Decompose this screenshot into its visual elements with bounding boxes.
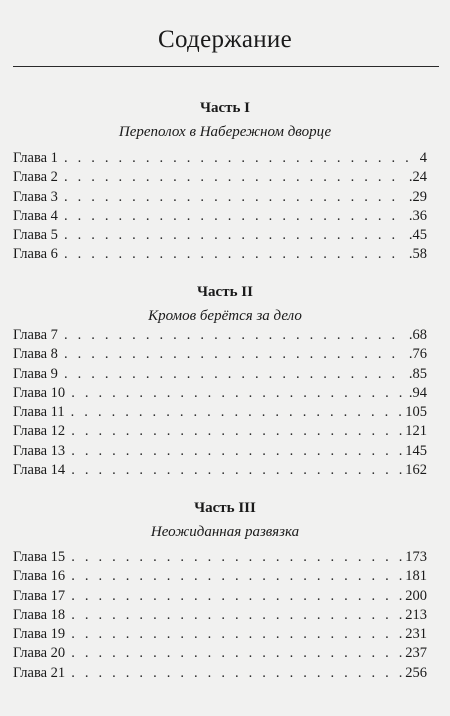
chapter-label: Глава 18 [13, 606, 66, 623]
page-number: .36 [408, 207, 427, 224]
part-subtitle: Кромов берётся за дело [148, 308, 302, 324]
page-number: .29 [408, 188, 427, 205]
page-number: .24 [408, 169, 427, 186]
dot-leader [64, 326, 406, 345]
dot-leader [71, 442, 402, 461]
toc-entry[interactable] [13, 422, 427, 441]
page-number: .85 [408, 365, 427, 382]
chapter-label: Глава 5 [13, 227, 58, 244]
chapter-label: Глава 20 [13, 645, 66, 662]
chapter-label: Глава 12 [13, 423, 66, 440]
dot-leader [64, 245, 406, 264]
part-2-header [0, 282, 450, 326]
page-title: Содержание [158, 26, 292, 53]
part-heading: Часть I [199, 100, 251, 116]
dot-leader [64, 149, 417, 168]
page-number: 105 [405, 404, 427, 421]
page-number: .68 [408, 327, 427, 343]
toc-entry[interactable] [13, 207, 427, 226]
page-number: 121 [405, 423, 427, 440]
chapter-label: Глава 6 [13, 246, 58, 263]
dot-leader [71, 664, 402, 683]
chapter-label: Глава 1 [13, 150, 58, 166]
toc-entry[interactable] [13, 625, 427, 644]
dot-leader [64, 345, 406, 364]
page-number: 173 [405, 549, 427, 565]
toc-entry[interactable] [13, 365, 427, 384]
part-heading: Часть II [197, 284, 253, 300]
page-number: 181 [405, 568, 427, 585]
page-number: 145 [405, 442, 427, 459]
dot-leader [71, 403, 403, 422]
page-number: .76 [408, 346, 427, 363]
dot-leader [64, 207, 406, 226]
toc-entry[interactable] [13, 168, 427, 187]
toc-entry[interactable] [13, 245, 427, 264]
toc-entry[interactable] [13, 188, 427, 207]
toc-entry[interactable] [13, 345, 427, 364]
dot-leader [71, 567, 402, 586]
part-3-chapter-list [13, 548, 427, 683]
chapter-label: Глава 4 [13, 207, 58, 224]
toc-entry[interactable] [13, 587, 427, 606]
title-divider [13, 66, 439, 67]
dot-leader [64, 168, 406, 187]
dot-leader [71, 587, 402, 606]
toc-entry[interactable] [13, 226, 427, 245]
part-subtitle: Неожиданная развязка [150, 524, 300, 540]
dot-leader [71, 548, 402, 567]
part-1-header [0, 98, 450, 142]
toc-entry[interactable] [13, 149, 427, 168]
dot-leader [71, 384, 406, 403]
chapter-label: Глава 10 [13, 384, 66, 401]
toc-entry[interactable] [13, 461, 427, 480]
chapter-label: Глава 9 [13, 365, 58, 382]
toc-entry[interactable] [13, 326, 427, 345]
page-number: 231 [405, 626, 427, 643]
toc-entry[interactable] [13, 548, 427, 567]
chapter-label: Глава 14 [13, 462, 66, 479]
dot-leader [71, 422, 402, 441]
toc-entry[interactable] [13, 567, 427, 586]
page-number: 4 [419, 150, 427, 166]
chapter-label: Глава 11 [13, 404, 65, 421]
chapter-label: Глава 7 [13, 327, 58, 343]
page-number: .94 [408, 384, 427, 401]
chapter-label: Глава 13 [13, 442, 66, 459]
chapter-label: Глава 16 [13, 568, 66, 585]
page-number: 256 [405, 664, 427, 681]
page-number: 213 [405, 606, 427, 623]
chapter-label: Глава 17 [13, 587, 66, 604]
dot-leader [71, 461, 402, 480]
dot-leader [64, 188, 406, 207]
dot-leader [71, 606, 402, 625]
part-1-chapter-list [13, 149, 427, 265]
toc-entry[interactable] [13, 384, 427, 403]
toc-entry[interactable] [13, 664, 427, 683]
chapter-label: Глава 2 [13, 169, 58, 186]
dot-leader [71, 644, 402, 663]
part-subtitle: Переполох в Набережном дворце [118, 124, 332, 140]
dot-leader [71, 625, 402, 644]
chapter-label: Глава 15 [13, 549, 66, 565]
toc-entry[interactable] [13, 442, 427, 461]
chapter-label: Глава 21 [13, 664, 66, 681]
dot-leader [64, 365, 406, 384]
page-number: .58 [408, 246, 427, 263]
toc-entry[interactable] [13, 403, 427, 422]
toc-entry[interactable] [13, 644, 427, 663]
toc-entry[interactable] [13, 606, 427, 625]
page-number: .45 [408, 227, 427, 244]
part-2-chapter-list [13, 326, 427, 480]
page-number: 200 [405, 587, 427, 604]
page-number: 237 [405, 645, 427, 662]
chapter-label: Глава 8 [13, 346, 58, 363]
chapter-label: Глава 19 [13, 626, 66, 643]
dot-leader [64, 226, 406, 245]
page-number: 162 [405, 462, 427, 479]
chapter-label: Глава 3 [13, 188, 58, 205]
part-3-header [0, 498, 450, 542]
part-heading: Часть III [194, 500, 256, 516]
